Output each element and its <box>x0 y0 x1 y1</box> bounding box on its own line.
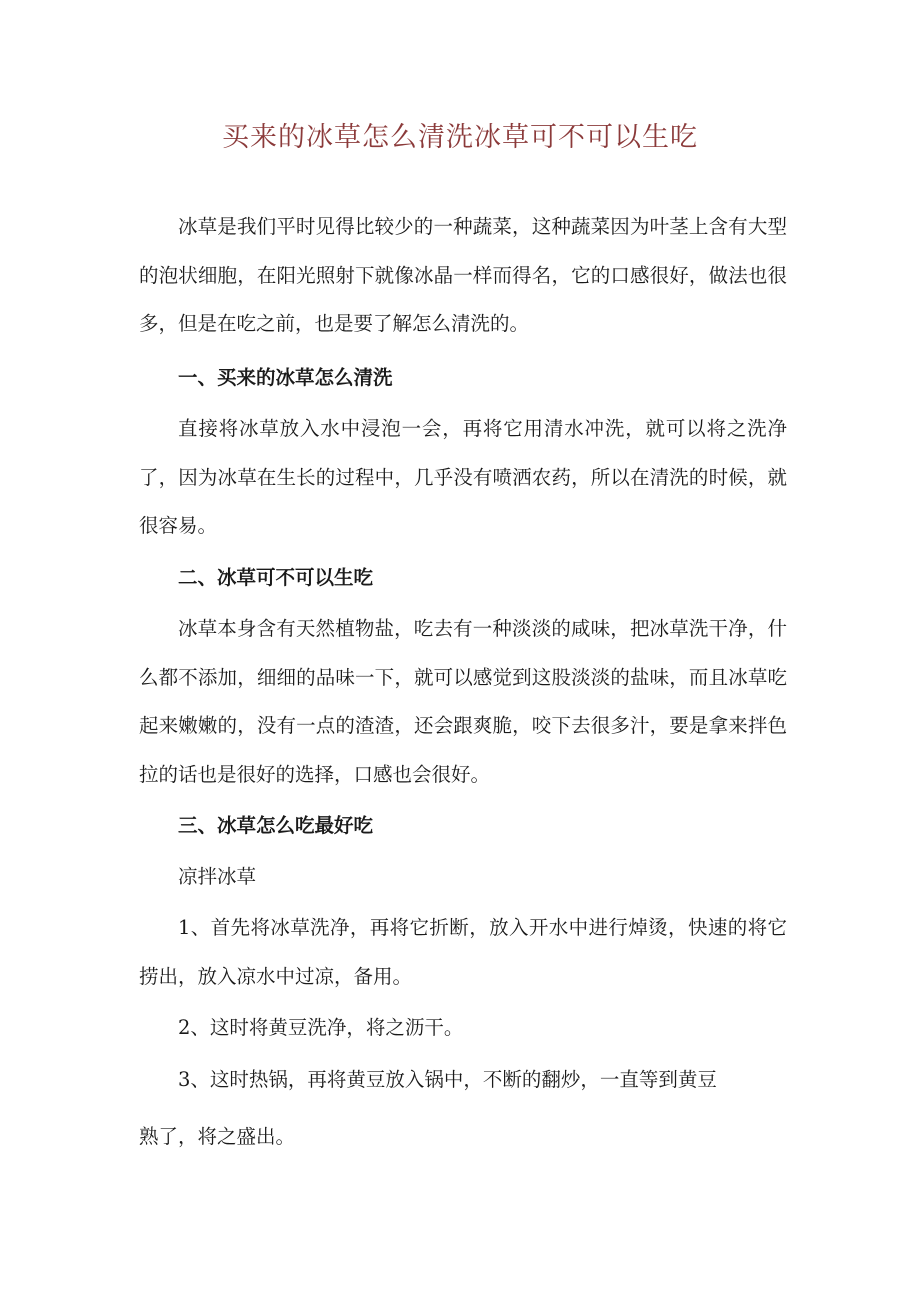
intro-paragraph: 冰草是我们平时见得比较少的一种蔬菜，这种蔬菜因为叶茎上含有大型的泡状细胞，在阳光照射下就像冰晶一样而得名，它的口感很好，做法也很多，但是在吃之前，也是要了解怎么清洗的。 <box>139 215 787 335</box>
section-best-way <box>139 802 787 1162</box>
recipe-step-1: 1、首先将冰草洗净，再将它折断，放入开水中进行焯烫，快速的将它捞出，放入凉水中过凉，备用。 <box>139 916 787 988</box>
section-paragraph: 冰草本身含有天然植物盐，吃去有一种淡淡的咸味，把冰草洗干净，什么都不添加，细细的品味一下，就可以感觉到这股淡淡的盐味，而且冰草吃起来嫩嫩的，没有一点的渣渣，还会跟爽脆，咬下去很多汁，要是拿来拌色拉的话也是很好的选择，口感也会很好。 <box>139 617 787 786</box>
recipe-step-3-line-2: 熟了，将之盛出。 <box>139 1125 296 1148</box>
recipe-step-3-line-1: 3、这时热锅，再将黄豆放入锅中，不断的翻炒，一直等到黄豆 <box>178 1067 717 1091</box>
section-heading: 三、冰草怎么吃最好吃 <box>178 814 374 837</box>
page-title: 买来的冰草怎么清洗冰草可不可以生吃 <box>222 122 698 153</box>
section-cleaning <box>139 354 787 551</box>
section-raw-eating <box>139 554 787 800</box>
section-heading: 一、买来的冰草怎么清洗 <box>178 365 393 389</box>
recipe-title: 凉拌冰草 <box>178 864 257 888</box>
article-body <box>139 203 787 1162</box>
recipe-step-2: 2、这时将黄豆洗净，将之沥干。 <box>178 1016 464 1039</box>
section-paragraph: 直接将冰草放入水中浸泡一会，再将它用清水冲洗，就可以将之洗净了，因为冰草在生长的过程中，几乎没有喷洒农药，所以在清洗的时候，就很容易。 <box>139 417 787 537</box>
section-heading: 二、冰草可不可以生吃 <box>178 565 374 589</box>
